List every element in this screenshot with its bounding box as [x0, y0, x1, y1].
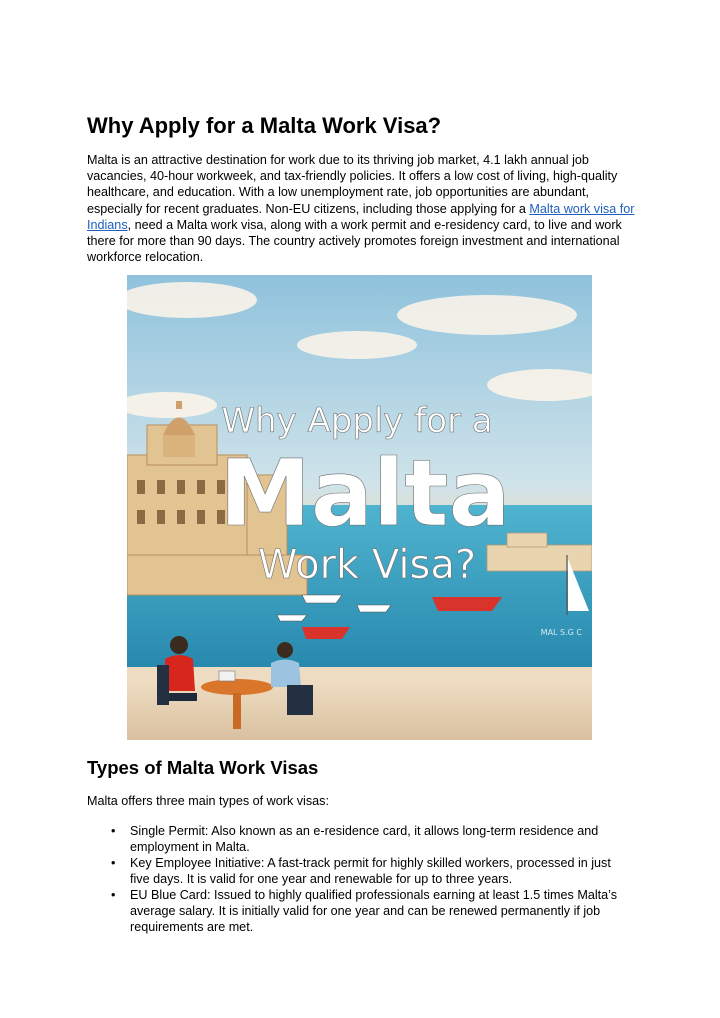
hero-text-line1: Why Apply for a	[221, 401, 493, 441]
hero-text-line2: Malta	[219, 440, 511, 547]
list-item	[108, 855, 633, 887]
bullet-icon: •	[111, 824, 116, 838]
types-section-title: Types of Malta Work Visas	[87, 757, 319, 778]
bullet-icon: •	[111, 888, 116, 902]
hero-image	[127, 275, 592, 740]
list-item-text: Key Employee Initiative: A fast-track permit for highly skilled workers, processed in just five days. It is valid for one year and renewable for up to three years.	[130, 856, 611, 886]
types-section-lead: Malta offers three main types of work visas:	[87, 794, 329, 808]
list-item-text: EU Blue Card: Issued to highly qualified professionals earning at least 1.5 times Malta’s average salary. It is initially valid for one year and can be renewed permanently if job requirements are met.	[130, 888, 617, 934]
list-item	[108, 887, 633, 935]
intro-text-before-link: Malta is an attractive destination for work due to its thriving job market, 4.1 lakh annual job vacancies, 40-hour workweek, and tax-friendly policies. It offers a low cost of living, high-quality healthcare, and education. With a low unemployment rate, job opportunities are abundant, especially for recent graduates. Non-EU citizens, including those applying for a	[87, 153, 618, 216]
intro-text-after-link: , need a Malta work visa, along with a work permit and e-residency card, to live and work there for more than 90 days. The country actively promotes foreign investment and international workforce relocation.	[87, 217, 622, 265]
list-item-text: Single Permit: Also known as an e-residence card, it allows long-term residence and employment in Malta.	[130, 824, 599, 854]
article-title: Why Apply for a Malta Work Visa?	[87, 113, 442, 138]
malta-work-visa-link[interactable]: Malta work visa for Indians	[87, 201, 635, 232]
intro-paragraph	[87, 152, 643, 265]
hero-watermark: MAL S.G C	[540, 628, 582, 637]
list-item	[108, 823, 633, 855]
bullet-icon: •	[111, 856, 116, 870]
hero-text-line3: Work Visa?	[257, 542, 477, 588]
visa-types-list	[108, 823, 633, 935]
